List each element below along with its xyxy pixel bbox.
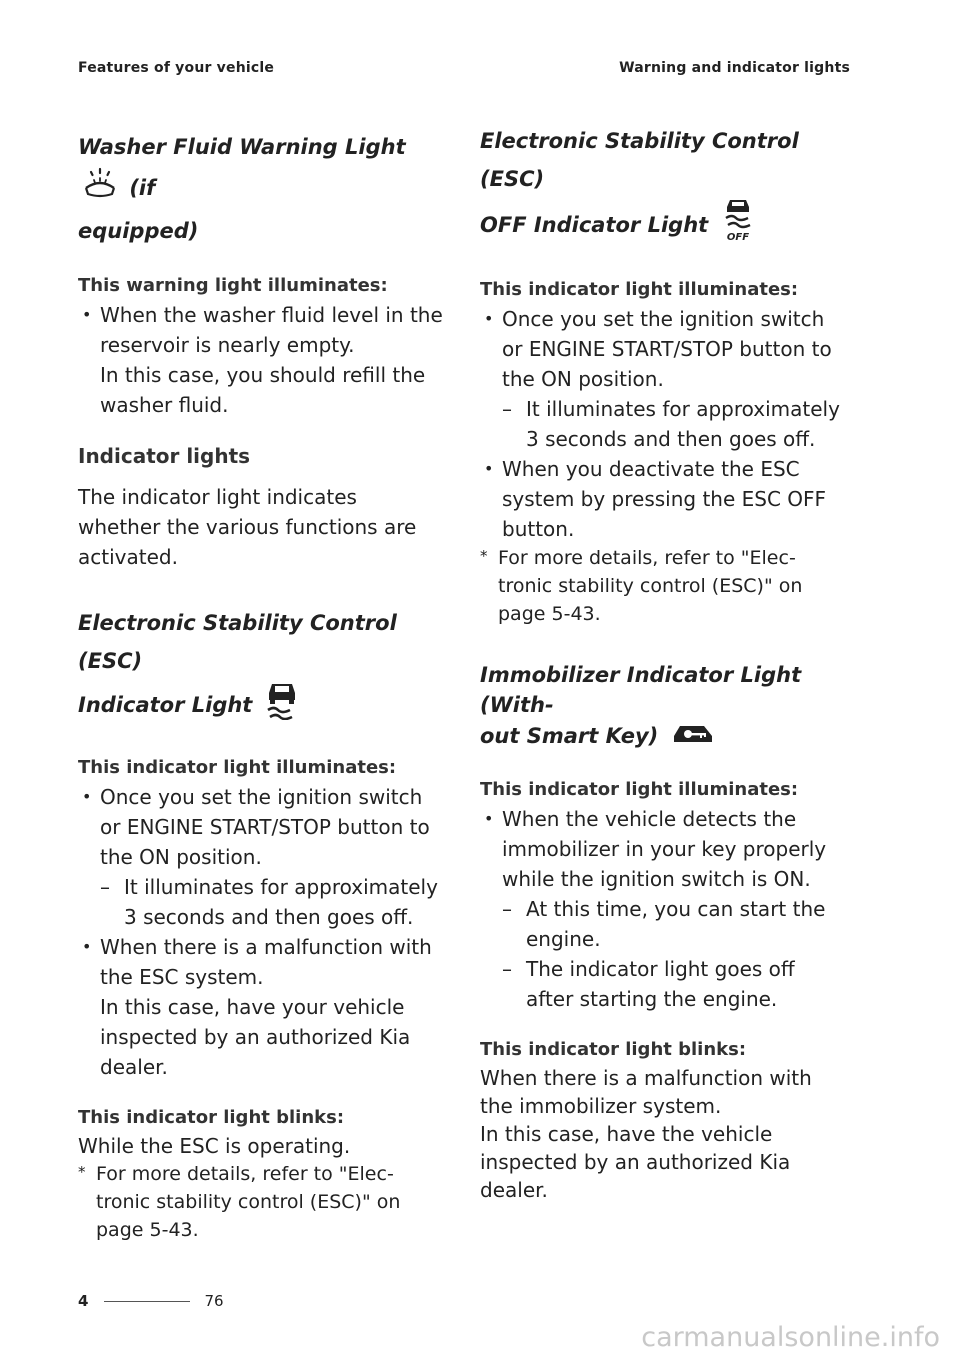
esc-car-skid-icon — [264, 680, 300, 732]
text-line: inspected by an authorized Kia — [100, 1025, 411, 1049]
esc-dash-list — [100, 872, 448, 932]
washer-illuminates-heading: This warning light illuminates: — [78, 275, 388, 296]
list-item — [502, 954, 850, 1014]
note-star: * — [480, 547, 488, 565]
immob-blinks-heading: This indicator light blinks: — [480, 1039, 747, 1060]
esc-off-icon — [720, 198, 756, 254]
text-line: For more details, refer to "Elec- — [498, 547, 796, 569]
text-line: Once you set the ignition switch — [502, 307, 825, 331]
text-line: When the vehicle detects the — [502, 807, 797, 831]
esc-off-title-text-2: OFF Indicator Light — [480, 213, 709, 237]
immob-bullet-list — [480, 804, 850, 1014]
note-star: * — [78, 1163, 86, 1181]
text-line: engine. — [526, 927, 601, 951]
immob-title-text-2: out Smart Key) — [480, 724, 659, 748]
watermark: carmanualsonline.info — [641, 1322, 940, 1353]
text-line: while the ignition switch is ON. — [502, 867, 811, 891]
text-line: activated. — [78, 545, 178, 569]
text-line: The indicator light goes off — [526, 957, 795, 981]
text-line: page 5-43. — [498, 603, 601, 625]
esc-off-bullet-list — [480, 304, 850, 544]
text-line: system by pressing the ESC OFF — [502, 487, 827, 511]
text-line: For more details, refer to "Elec- — [96, 1163, 394, 1185]
esc-blinks-heading: This indicator light blinks: — [78, 1107, 345, 1128]
immobilizer-title — [480, 660, 850, 754]
right-column — [480, 122, 850, 1204]
text-line: washer fluid. — [100, 393, 229, 417]
esc-blinks-text: While the ESC is operating. — [78, 1134, 351, 1158]
list-item — [100, 872, 448, 932]
text-line: the ESC system. — [100, 965, 264, 989]
text-line: In this case, have the vehicle — [480, 1122, 773, 1146]
list-item — [78, 782, 448, 932]
text-line: Once you set the ignition switch — [100, 785, 423, 809]
text-line: whether the various functions are — [78, 515, 417, 539]
esc-indicator-title — [78, 604, 448, 732]
esc-off-note — [480, 544, 850, 628]
text-line: or ENGINE START/STOP button to — [100, 815, 430, 839]
running-header-left: Features of your vehicle — [78, 60, 275, 76]
text-line: inspected by an authorized Kia — [480, 1150, 791, 1174]
indicator-lights-heading: Indicator lights — [78, 444, 251, 468]
text-line: tronic stability control (ESC)" on — [498, 575, 803, 597]
text-line: It illuminates for approximately — [124, 875, 438, 899]
washer-title-text-2: (if — [129, 176, 156, 200]
washer-title-text: Washer Fluid Warning Light — [78, 135, 406, 159]
text-line: after starting the engine. — [526, 987, 778, 1011]
immobilizer-car-key-icon — [670, 720, 716, 754]
esc-title-text-2: Indicator Light — [78, 693, 253, 717]
text-line: reservoir is nearly empty. — [100, 333, 355, 357]
indicator-lights-paragraph — [78, 482, 448, 572]
washer-fluid-title — [78, 128, 448, 250]
section-number: 4 — [78, 1292, 89, 1310]
text-line: In this case, you should refill the — [100, 363, 426, 387]
washer-bullet-list — [78, 300, 448, 420]
text-line: When the washer fluid level in the — [100, 303, 443, 327]
list-item — [480, 454, 850, 544]
text-line: When there is a malfunction with — [100, 935, 432, 959]
text-line: the immobilizer system. — [480, 1094, 722, 1118]
list-item — [502, 894, 850, 954]
esc-bullet-list — [78, 782, 448, 1082]
text-line: 3 seconds and then goes off. — [526, 427, 816, 451]
page-number: 76 — [204, 1292, 224, 1310]
esc-note — [78, 1160, 448, 1244]
text-line: 3 seconds and then goes off. — [124, 905, 414, 929]
esc-illuminates-heading: This indicator light illuminates: — [78, 757, 397, 778]
esc-off-icon-text: OFF — [726, 232, 749, 242]
immob-dash-list — [502, 894, 850, 1014]
text-line: the ON position. — [502, 367, 664, 391]
text-line: or ENGINE START/STOP button to — [502, 337, 832, 361]
text-line: immobilizer in your key properly — [502, 837, 827, 861]
esc-off-dash-list — [502, 394, 850, 454]
esc-off-title-text: Electronic Stability Control (ESC) — [480, 129, 799, 191]
list-item — [78, 300, 448, 420]
text-line: In this case, have your vehicle — [100, 995, 405, 1019]
text-line: button. — [502, 517, 575, 541]
text-line: When there is a malfunction with — [480, 1066, 812, 1090]
list-item — [78, 932, 448, 1082]
immob-illuminates-heading: This indicator light illuminates: — [480, 779, 799, 800]
text-line: the ON position. — [100, 845, 262, 869]
washer-fluid-icon — [82, 166, 118, 212]
esc-off-illuminates-heading: This indicator light illuminates: — [480, 279, 799, 300]
text-line: tronic stability control (ESC)" on — [96, 1191, 401, 1213]
immob-title-text: Immobilizer Indicator Light (With- — [480, 663, 802, 717]
washer-title-text-3: equipped) — [78, 219, 199, 243]
running-header-right: Warning and indicator lights — [619, 60, 850, 76]
text-line: At this time, you can start the — [526, 897, 826, 921]
text-line: dealer. — [480, 1178, 548, 1202]
esc-off-title — [480, 122, 850, 254]
footer-divider — [104, 1301, 190, 1302]
text-line: dealer. — [100, 1055, 168, 1079]
text-line: The indicator light indicates — [78, 485, 357, 509]
page-footer — [78, 1292, 224, 1310]
text-line: It illuminates for approximately — [526, 397, 840, 421]
list-item — [480, 304, 850, 454]
list-item — [480, 804, 850, 1014]
text-line: When you deactivate the ESC — [502, 457, 800, 481]
text-line: page 5-43. — [96, 1219, 199, 1241]
list-item — [502, 394, 850, 454]
immob-blinks-text — [480, 1064, 850, 1204]
esc-title-text: Electronic Stability Control (ESC) — [78, 611, 397, 673]
left-column — [78, 128, 448, 1244]
